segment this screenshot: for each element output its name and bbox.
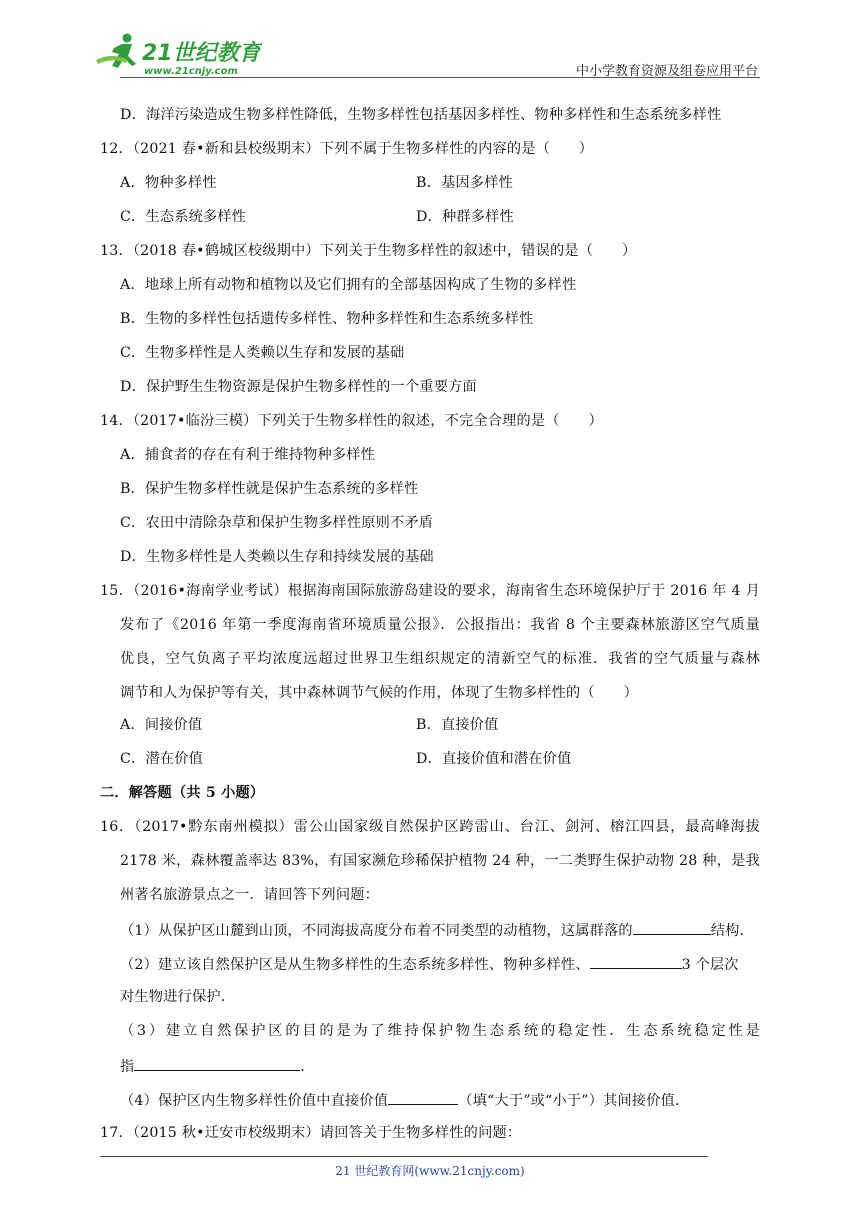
q16-sub4-blank bbox=[388, 1089, 458, 1105]
header-rule bbox=[120, 77, 760, 78]
q13-stem: 13．（2018 春•鹤城区校级期中）下列关于生物多样性的叙述中，错误的是（ ） bbox=[100, 243, 637, 259]
q16-sub3-blank bbox=[134, 1055, 300, 1071]
q16-sub2-tail: 3 个层次 bbox=[681, 957, 739, 973]
platform-name: 中小学教育资源及组卷应用平台 bbox=[575, 64, 758, 79]
q16-stem-line-3: 州著名旅游景点之一．请回答下列问题： bbox=[120, 887, 379, 903]
q16-sub1-text: （1）从保护区山麓到山顶，不同海拔高度分布着不同类型的动植物，这属群落的 bbox=[120, 923, 633, 939]
section-heading: 二．解答题（共 5 小题） bbox=[100, 785, 265, 801]
q12-option-d: D．种群多样性 bbox=[416, 209, 514, 225]
q16-sub3-tail: ． bbox=[300, 1059, 315, 1075]
logo-url-text: www.21cnjy.com bbox=[144, 66, 238, 77]
q15-option-a: A．间接价值 bbox=[120, 717, 203, 733]
q15-option-d: D．直接价值和潜在价值 bbox=[416, 751, 572, 767]
q16-sub1-tail: 结构． bbox=[710, 923, 754, 939]
q16-sub1 bbox=[120, 919, 754, 941]
q14-option-b: B．保护生物多样性就是保护生态系统的多样性 bbox=[120, 481, 419, 497]
q16-sub2-text: （2）建立该自然保护区是从生物多样性的生态系统多样性、物种多样性、 bbox=[120, 957, 590, 973]
q13-option-a: A．地球上所有动物和植物以及它们拥有的全部基因构成了生物的多样性 bbox=[120, 277, 577, 293]
q16-stem-line-1: 16．（2017•黔东南州模拟）雷公山国家级自然保护区跨雷山、台江、剑河、榕江四县，最高峰海拔 bbox=[100, 819, 760, 835]
logo-21cnjy bbox=[92, 30, 262, 80]
q15-stem-line-3: 优良，空气负离子平均浓度远超过世界卫生组织规定的清新空气的标准．我省的空气质量与森林 bbox=[120, 651, 760, 667]
q12-option-c: C．生态系统多样性 bbox=[120, 209, 247, 225]
q12-option-a: A．物种多样性 bbox=[120, 175, 217, 191]
q15-option-b: B．直接价值 bbox=[416, 717, 499, 733]
q16-sub2-blank bbox=[590, 953, 682, 969]
q14-option-d: D．生物多样性是人类赖以生存和持续发展的基础 bbox=[120, 549, 434, 565]
logo-main-text: 21世纪教育 bbox=[142, 41, 261, 66]
q16-sub3-line-2 bbox=[120, 1055, 315, 1077]
footer-rule bbox=[100, 1156, 708, 1157]
q15-stem-line-2: 发布了《2016 年第一季度海南省环境质量公报》．公报指出：我省 8 个主要森林旅游区空气质量 bbox=[120, 617, 760, 633]
q15-stem-line-1: 15．（2016•海南学业考试）根据海南国际旅游岛建设的要求，海南省生态环境保护厅于 2016 年 4 月 bbox=[100, 583, 760, 599]
q15-option-c: C．潜在价值 bbox=[120, 751, 203, 767]
q14-option-c: C．农田中清除杂草和保护生物多样性原则不矛盾 bbox=[120, 515, 434, 531]
page-header bbox=[92, 30, 762, 80]
q16-sub4 bbox=[120, 1089, 689, 1111]
q16-sub2 bbox=[120, 953, 739, 975]
q12-option-b: B．基因多样性 bbox=[416, 175, 513, 191]
q13-option-c: C．生物多样性是人类赖以生存和发展的基础 bbox=[120, 345, 405, 361]
q16-sub1-blank bbox=[633, 919, 711, 935]
q16-sub3-lead: 指 bbox=[120, 1059, 135, 1075]
q16-sub4-tail: （填“大于”或“小于”）其间接价值． bbox=[458, 1093, 690, 1109]
q16-sub2-line-2: 对生物进行保护． bbox=[120, 989, 236, 1005]
q16-sub4-text: （4）保护区内生物多样性价值中直接价值 bbox=[120, 1093, 389, 1109]
footer-text: 21 世纪教育网(www.21cnjy.com) bbox=[335, 1164, 525, 1178]
q14-option-a: A．捕食者的存在有利于维持物种多样性 bbox=[120, 447, 376, 463]
q14-stem: 14．（2017•临汾三模）下列关于生物多样性的叙述，不完全合理的是（ ） bbox=[100, 413, 603, 429]
q13-option-d: D．保护野生生物资源是保护生物多样性的一个重要方面 bbox=[120, 379, 477, 395]
q15-stem-line-4: 调节和人为保护等有关，其中森林调节气候的作用，体现了生物多样性的（ ） bbox=[120, 685, 638, 701]
q13-option-b: B．生物的多样性包括遗传多样性、物种多样性和生态系统多样性 bbox=[120, 311, 534, 327]
q12-stem: 12．（2021 春•新和县校级期末）下列不属于生物多样性的内容的是（ ） bbox=[100, 141, 594, 157]
q17-stem: 17．（2015 秋•迁安市校级期末）请回答关于生物多样性的问题： bbox=[100, 1125, 522, 1141]
q16-stem-line-2: 2178 米，森林覆盖率达 83%，有国家濒危珍稀保护植物 24 种，一二类野生保护动物 28 种，是我 bbox=[120, 853, 760, 869]
q16-sub3-line-1: （3）建立自然保护区的目的是为了维持保护物生态系统的稳定性．生态系统稳定性是 bbox=[120, 1023, 760, 1039]
q11-option-d: D．海洋污染造成生物多样性降低，生物多样性包括基因多样性、物种多样性和生态系统多样性 bbox=[120, 107, 722, 123]
